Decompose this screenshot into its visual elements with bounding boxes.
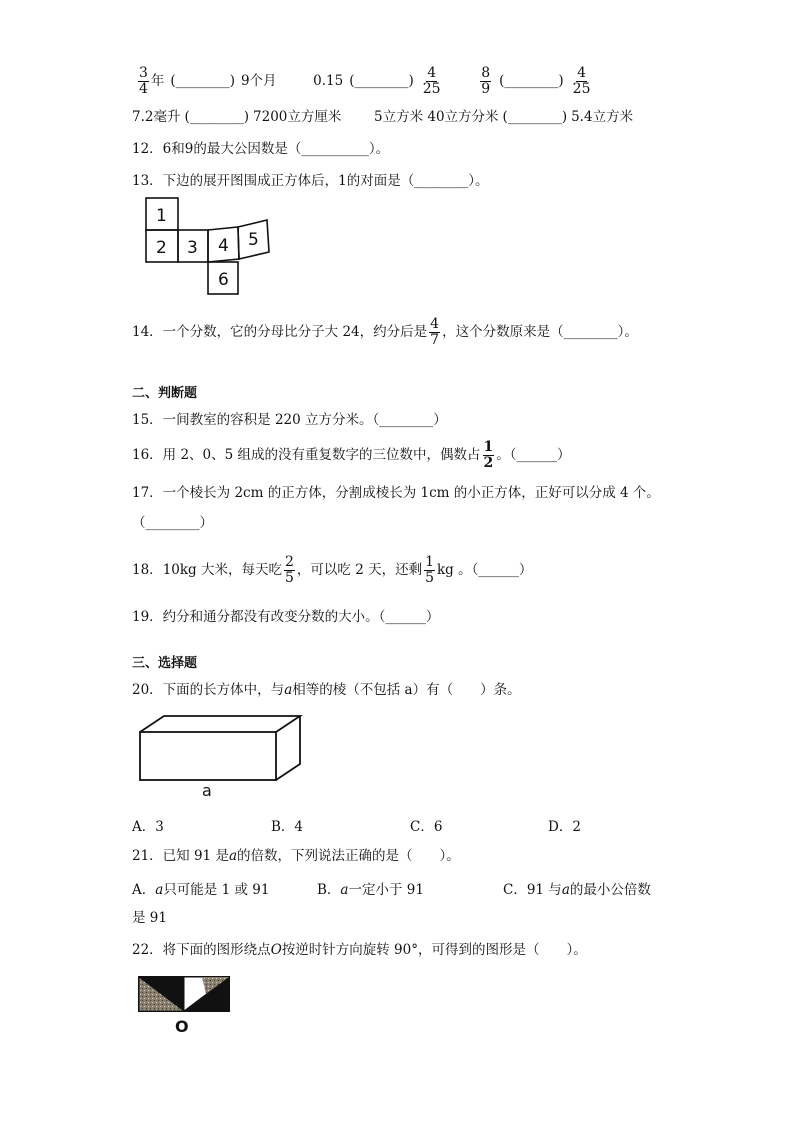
cuboid-edge-label: a	[202, 781, 212, 800]
cuboid-front-face	[140, 732, 276, 780]
fraction: $\frac{4}{25}$	[422, 65, 441, 97]
fraction: $\frac{1}{2}$	[483, 439, 494, 471]
cuboid-top-face	[140, 716, 300, 732]
question-21: 21．已知 91 是a的倍数，下列说法正确的是（ ）。	[132, 848, 460, 864]
section-heading-choice: 三、选择题	[132, 656, 198, 671]
answer-blank[interactable]: (________)	[184, 109, 250, 125]
option-b[interactable]: B．4	[271, 819, 304, 835]
fraction: $\frac{4}{25}$	[572, 65, 591, 97]
question-16: 16．用 2、0、5 组成的没有重复数字的三位数中，偶数占 $\frac{1}{2}$ 。（______）	[132, 439, 571, 471]
question-22: 22．将下面的图形绕点O按逆时针方向旋转 90°，可得到的图形是（ ）。	[132, 942, 587, 958]
answer-blank[interactable]: (________)	[349, 73, 414, 89]
question-17-blank[interactable]: （________）	[132, 515, 213, 531]
rotation-figure	[136, 974, 236, 1036]
row1-compare: $\frac{3}{4}$ 年 (________) 9个月 0.15 (________) $\frac{4}{25}$ $\frac{8}{9}$ (________) $\frac{4}{25}$	[139, 65, 591, 97]
question-13: 13．下边的展开图围成正方体后，1的对面是（________）。	[132, 173, 489, 189]
question-12: 12．6和9的最大公因数是（__________）。	[132, 141, 390, 157]
cuboid-figure	[136, 710, 306, 800]
question-18: 18．10kg 大米，每天吃 $\frac{2}{5}$ ，可以吃 2 天，还剩 $\frac{1}{5}$ kg 。（______）	[132, 554, 533, 586]
question-20: 20．下面的长方体中，与a相等的棱（不包括 a）有（ ）条。	[132, 682, 521, 698]
option-c[interactable]: C．91 与a的最小公倍数	[503, 882, 651, 898]
option-c[interactable]: C．6	[410, 819, 443, 835]
fraction: $\frac{3}{4}$	[139, 65, 148, 97]
fraction: $\frac{1}{5}$	[425, 554, 434, 586]
question-15: 15．一间教室的容积是 220 立方分米。（________）	[132, 412, 447, 428]
net-label-2: 2	[156, 238, 167, 258]
row2-compare: 7.2毫升 (________) 7200立方厘米 5立方米 40立方分米 (________) 5.4立方米	[132, 109, 634, 125]
section-heading-judgement: 二、判断题	[132, 386, 198, 401]
option-d[interactable]: D．2	[548, 819, 581, 835]
fraction: $\frac{4}{7}$	[430, 316, 440, 348]
cuboid-side-face	[276, 716, 300, 780]
answer-blank[interactable]: (________)	[499, 73, 564, 89]
question-14: 14．一个分数，它的分母比分子大 24，约分后是 $\frac{4}{7}$ ，这个分数原来是（________）。	[132, 316, 638, 348]
net-label-4: 4	[218, 236, 229, 256]
fraction: $\frac{8}{9}$	[481, 65, 491, 97]
cube-net-figure	[142, 196, 282, 296]
option-a[interactable]: A．a只可能是 1 或 91	[132, 882, 270, 898]
option-b[interactable]: B．a一定小于 91	[317, 882, 424, 898]
net-label-5: 5	[248, 230, 259, 250]
question-19: 19．约分和通分都没有改变分数的大小。（______）	[132, 609, 440, 625]
answer-blank[interactable]: (________)	[170, 73, 235, 89]
net-label-1: 1	[156, 206, 167, 226]
question-17: 17．一个棱长为 2cm 的正方体，分割成棱长为 1cm 的小正方体，正好可以分成 4 个。	[132, 485, 660, 501]
question-21-continuation: 是 91	[132, 910, 167, 926]
net-label-6: 6	[218, 270, 229, 290]
rotation-point-label: O	[175, 1017, 189, 1036]
net-label-3: 3	[187, 238, 198, 258]
fraction: $\frac{2}{5}$	[284, 554, 294, 586]
answer-blank[interactable]: (________)	[502, 109, 568, 125]
option-a[interactable]: A．3	[132, 819, 164, 835]
